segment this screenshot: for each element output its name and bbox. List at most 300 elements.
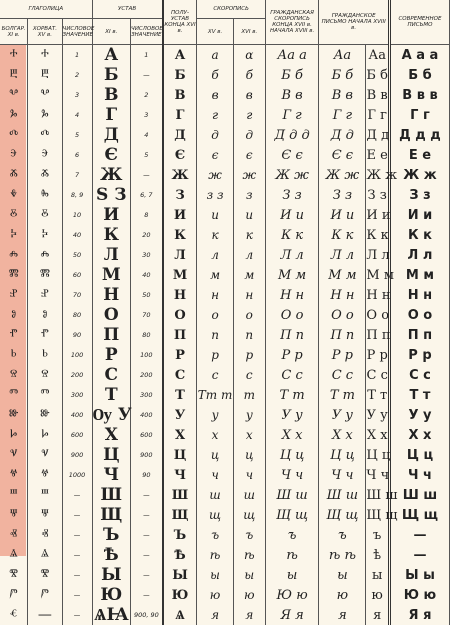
glagolitic-numeric-cell: 3 bbox=[62, 85, 92, 105]
modern-letter-cell: С с bbox=[389, 365, 449, 385]
skoropis-xvi-cell: ъ bbox=[233, 525, 265, 545]
header-modern: СОВРЕМЕННОЕ ПИСЬМО bbox=[389, 0, 449, 45]
poluustav-cell: Б bbox=[163, 65, 197, 85]
glagolitic-croatian-cell: ⱋ bbox=[28, 505, 62, 525]
modern-letter-cell: — bbox=[389, 525, 449, 545]
glagolitic-croatian-cell: ⱍ bbox=[28, 465, 62, 485]
civil-writing-lower-cell: Р р bbox=[366, 345, 390, 365]
glagolitic-bulgarian-cell: ⰿ bbox=[0, 265, 28, 285]
civil-writing-lower-cell: Х х bbox=[366, 425, 390, 445]
glagolitic-bulgarian-cell: ⰱ bbox=[0, 65, 28, 85]
glagolitic-croatian-cell: ⱅ bbox=[28, 385, 62, 405]
civil-cursive-cell: М м bbox=[265, 265, 319, 285]
skoropis-xvi-cell: ш bbox=[233, 485, 265, 505]
skoropis-xv-cell: ш bbox=[197, 485, 233, 505]
modern-letter-cell: Я я bbox=[389, 605, 449, 625]
civil-writing-lower-cell: Ж ж bbox=[366, 165, 390, 185]
table-row bbox=[0, 45, 450, 66]
skoropis-xv-cell: к bbox=[197, 225, 233, 245]
glagolitic-bulgarian-cell: ⰰ bbox=[0, 45, 28, 66]
civil-writing-cell: И и bbox=[319, 205, 366, 225]
civil-cursive-cell: Ю ю bbox=[265, 585, 319, 605]
header-horvat: ХОРВАТ. XV в. bbox=[28, 19, 62, 45]
poluustav-cell: Ѧ bbox=[163, 605, 197, 625]
skoropis-xv-cell: щ bbox=[197, 505, 233, 525]
glagolitic-numeric-cell: 200 bbox=[62, 365, 92, 385]
glagolitic-bulgarian-cell: ⰷ bbox=[0, 185, 28, 205]
skoropis-xvi-cell: з bbox=[233, 185, 265, 205]
modern-letter-cell: Р р bbox=[389, 345, 449, 365]
modern-letter-cell: В в в bbox=[389, 85, 449, 105]
table-row bbox=[0, 605, 450, 625]
civil-writing-cell: Є є bbox=[319, 145, 366, 165]
table-row bbox=[0, 85, 450, 105]
modern-letter-cell: О о bbox=[389, 305, 449, 325]
poluustav-cell: Ю bbox=[163, 585, 197, 605]
civil-writing-lower-cell: Б б bbox=[366, 65, 390, 85]
skoropis-xvi-cell: α bbox=[233, 45, 265, 66]
ustav-numeric-cell: 900, 90 bbox=[131, 605, 163, 625]
civil-writing-lower-cell: Д д bbox=[366, 125, 390, 145]
ustav-numeric-cell: — bbox=[131, 565, 163, 585]
civil-writing-lower-cell: К к bbox=[366, 225, 390, 245]
civil-cursive-cell: С с bbox=[265, 365, 319, 385]
table-row bbox=[0, 565, 450, 585]
ustav-numeric-cell: — bbox=[131, 165, 163, 185]
ustav-letter-cell: И bbox=[92, 205, 131, 225]
glagolitic-croatian-cell: ⰺ bbox=[28, 565, 62, 585]
table-row bbox=[0, 305, 450, 325]
skoropis-xv-cell: м bbox=[197, 265, 233, 285]
modern-letter-cell: Ш ш bbox=[389, 485, 449, 505]
civil-cursive-cell: Ч ч bbox=[265, 465, 319, 485]
skoropis-xv-cell: ч bbox=[197, 465, 233, 485]
glagolitic-numeric-cell: — bbox=[62, 485, 92, 505]
modern-letter-cell: У у bbox=[389, 405, 449, 425]
glagolitic-numeric-cell: 600 bbox=[62, 425, 92, 445]
glagolitic-numeric-cell: 5 bbox=[62, 125, 92, 145]
civil-writing-lower-cell: О о bbox=[366, 305, 390, 325]
skoropis-xvi-cell: б bbox=[233, 65, 265, 85]
civil-cursive-cell: ъ bbox=[265, 525, 319, 545]
ustav-letter-cell: С bbox=[92, 365, 131, 385]
skoropis-xv-cell: ю bbox=[197, 585, 233, 605]
skoropis-xvi-cell: к bbox=[233, 225, 265, 245]
poluustav-cell: Ж bbox=[163, 165, 197, 185]
glagolitic-bulgarian-cell: ⰵ bbox=[0, 145, 28, 165]
ustav-letter-cell: Ж bbox=[92, 165, 131, 185]
table-row bbox=[0, 285, 450, 305]
civil-cursive-cell: Р р bbox=[265, 345, 319, 365]
skoropis-xv-cell: в bbox=[197, 85, 233, 105]
table-row bbox=[0, 505, 450, 525]
ustav-numeric-cell: 80 bbox=[131, 325, 163, 345]
civil-writing-cell: Щ щ bbox=[319, 505, 366, 525]
ustav-letter-cell: В bbox=[92, 85, 131, 105]
poluustav-cell: А bbox=[163, 45, 197, 66]
modern-letter-cell: Б б bbox=[389, 65, 449, 85]
glagolitic-bulgarian-cell: ⱑ bbox=[0, 545, 28, 565]
header-skor-xv: XV в. bbox=[197, 19, 233, 45]
poluustav-cell: И bbox=[163, 205, 197, 225]
civil-writing-cell: Г г bbox=[319, 105, 366, 125]
civil-writing-lower-cell: я bbox=[366, 605, 390, 625]
poluustav-cell: Ц bbox=[163, 445, 197, 465]
civil-writing-cell: Б б bbox=[319, 65, 366, 85]
civil-writing-lower-cell: И и bbox=[366, 205, 390, 225]
skoropis-xv-cell: ц bbox=[197, 445, 233, 465]
civil-cursive-cell: Т т bbox=[265, 385, 319, 405]
ustav-numeric-cell: — bbox=[131, 65, 163, 85]
skoropis-xvi-cell: ц bbox=[233, 445, 265, 465]
glagolitic-numeric-cell: 900 bbox=[62, 445, 92, 465]
ustav-letter-cell: Ы bbox=[92, 565, 131, 585]
civil-cursive-cell: Є є bbox=[265, 145, 319, 165]
civil-cursive-cell: Х х bbox=[265, 425, 319, 445]
poluustav-cell: Т bbox=[163, 385, 197, 405]
ustav-numeric-cell: 70 bbox=[131, 305, 163, 325]
civil-writing-lower-cell: ы bbox=[366, 565, 390, 585]
ustav-letter-cell: Р bbox=[92, 345, 131, 365]
skoropis-xvi-cell: ы bbox=[233, 565, 265, 585]
civil-writing-lower-cell: Н н bbox=[366, 285, 390, 305]
civil-writing-cell: Ж ж bbox=[319, 165, 366, 185]
ustav-numeric-cell: 600 bbox=[131, 425, 163, 445]
ustav-letter-cell: Д bbox=[92, 125, 131, 145]
civil-writing-cell: Р р bbox=[319, 345, 366, 365]
table-row bbox=[0, 545, 450, 565]
civil-writing-cell: Ц ц bbox=[319, 445, 366, 465]
poluustav-cell: Щ bbox=[163, 505, 197, 525]
skoropis-xvi-cell: л bbox=[233, 245, 265, 265]
glagolitic-numeric-cell: 10 bbox=[62, 205, 92, 225]
skoropis-xv-cell: а bbox=[197, 45, 233, 66]
civil-writing-cell: У у bbox=[319, 405, 366, 425]
skoropis-xvi-cell: щ bbox=[233, 505, 265, 525]
poluustav-cell: Ш bbox=[163, 485, 197, 505]
skoropis-xv-cell: и bbox=[197, 205, 233, 225]
skoropis-xv-cell: ѣ bbox=[197, 545, 233, 565]
poluustav-cell: В bbox=[163, 85, 197, 105]
table-row bbox=[0, 465, 450, 485]
modern-letter-cell: Ж ж bbox=[389, 165, 449, 185]
civil-cursive-cell: ы bbox=[265, 565, 319, 585]
poluustav-cell: Ъ bbox=[163, 525, 197, 545]
glagolitic-numeric-cell: 40 bbox=[62, 225, 92, 245]
modern-letter-cell: Ы ы bbox=[389, 565, 449, 585]
ustav-letter-cell: Ъ bbox=[92, 525, 131, 545]
skoropis-xvi-cell: н bbox=[233, 285, 265, 305]
ustav-letter-cell: Ч bbox=[92, 465, 131, 485]
civil-writing-cell: ѣ ѣ bbox=[319, 545, 366, 565]
poluustav-cell: Р bbox=[163, 345, 197, 365]
glagolitic-numeric-cell: 50 bbox=[62, 245, 92, 265]
civil-writing-lower-cell: Е е bbox=[366, 145, 390, 165]
glagolitic-bulgarian-cell: ⱔ bbox=[0, 605, 28, 625]
glagolitic-croatian-cell: ⰲ bbox=[28, 85, 62, 105]
header-grazh-pismo: ГРАЖДАНСКОЕ ПИСЬМО НАЧАЛА XVIII в. bbox=[319, 0, 390, 45]
civil-writing-lower-cell: Ч ч bbox=[366, 465, 390, 485]
poluustav-cell: Д bbox=[163, 125, 197, 145]
skoropis-xvi-cell: ж bbox=[233, 165, 265, 185]
ustav-numeric-cell: — bbox=[131, 525, 163, 545]
civil-cursive-cell: О о bbox=[265, 305, 319, 325]
skoropis-xvi-cell: ю bbox=[233, 585, 265, 605]
glagolitic-numeric-cell: 100 bbox=[62, 345, 92, 365]
ustav-letter-cell: Х bbox=[92, 425, 131, 445]
skoropis-xvi-cell: м bbox=[233, 265, 265, 285]
glagolitic-numeric-cell: 70 bbox=[62, 285, 92, 305]
glagolitic-croatian-cell: ⱌ bbox=[28, 445, 62, 465]
ustav-letter-cell: Г bbox=[92, 105, 131, 125]
glagolitic-croatian-cell: ⱎ bbox=[28, 485, 62, 505]
glagolitic-croatian-cell: ⱏ bbox=[28, 525, 62, 545]
civil-writing-lower-cell: ъ bbox=[366, 525, 390, 545]
skoropis-xvi-cell: т bbox=[233, 385, 265, 405]
skoropis-xvi-cell: х bbox=[233, 425, 265, 445]
glagolitic-bulgarian-cell: ⱆ bbox=[0, 405, 28, 425]
glagolitic-bulgarian-cell: ⰽ bbox=[0, 225, 28, 245]
glagolitic-croatian-cell: ⱑ bbox=[28, 545, 62, 565]
glagolitic-croatian-cell: ⰶ bbox=[28, 165, 62, 185]
glagolitic-numeric-cell: 300 bbox=[62, 385, 92, 405]
civil-writing-lower-cell: Аа bbox=[366, 45, 390, 66]
ustav-numeric-cell: — bbox=[131, 485, 163, 505]
modern-letter-cell: Г г bbox=[389, 105, 449, 125]
modern-letter-cell: Ц ц bbox=[389, 445, 449, 465]
ustav-letter-cell: Ц bbox=[92, 445, 131, 465]
modern-letter-cell: Д д д bbox=[389, 125, 449, 145]
glagolitic-croatian-cell: ⰴ bbox=[28, 125, 62, 145]
modern-letter-cell: Ю ю bbox=[389, 585, 449, 605]
modern-letter-cell: Н н bbox=[389, 285, 449, 305]
skoropis-xvi-cell: ѣ bbox=[233, 545, 265, 565]
ustav-letter-cell: Т bbox=[92, 385, 131, 405]
ustav-numeric-cell: 300 bbox=[131, 385, 163, 405]
skoropis-xv-cell: б bbox=[197, 65, 233, 85]
ustav-letter-cell: Щ bbox=[92, 505, 131, 525]
glagolitic-croatian-cell: ⱈ bbox=[28, 425, 62, 445]
ustav-numeric-cell: 400 bbox=[131, 405, 163, 425]
skoropis-xv-cell: у bbox=[197, 405, 233, 425]
ustav-letter-cell: П bbox=[92, 325, 131, 345]
ustav-numeric-cell: 100 bbox=[131, 345, 163, 365]
skoropis-xv-cell: х bbox=[197, 425, 233, 445]
table-row bbox=[0, 245, 450, 265]
skoropis-xv-cell: р bbox=[197, 345, 233, 365]
skoropis-xv-cell: о bbox=[197, 305, 233, 325]
poluustav-cell: К bbox=[163, 225, 197, 245]
skoropis-xv-cell: л bbox=[197, 245, 233, 265]
glagolitic-croatian-cell: ⰰ bbox=[28, 45, 62, 66]
ustav-letter-cell: А bbox=[92, 45, 131, 66]
skoropis-xv-cell: я bbox=[197, 605, 233, 625]
civil-writing-cell: Аа bbox=[319, 45, 366, 66]
ustav-numeric-cell: 900 bbox=[131, 445, 163, 465]
glagolitic-croatian-cell: ⱃ bbox=[28, 345, 62, 365]
table-row bbox=[0, 325, 450, 345]
civil-cursive-cell: П п bbox=[265, 325, 319, 345]
glagolitic-bulgarian-cell: ⱁ bbox=[0, 305, 28, 325]
glagolitic-bulgarian-cell: ⱃ bbox=[0, 345, 28, 365]
poluustav-cell: Н bbox=[163, 285, 197, 305]
glagolitic-numeric-cell: — bbox=[62, 545, 92, 565]
glagolitic-croatian-cell: ⱆ bbox=[28, 405, 62, 425]
ustav-numeric-cell: 200 bbox=[131, 365, 163, 385]
civil-writing-lower-cell: Ш ш bbox=[366, 485, 390, 505]
glagolitic-bulgarian-cell: ⱋ bbox=[0, 505, 28, 525]
civil-writing-lower-cell: П п bbox=[366, 325, 390, 345]
glagolitic-numeric-cell: 7 bbox=[62, 165, 92, 185]
header-glagolitsa: ГЛАГОЛИЦА bbox=[0, 0, 92, 19]
skoropis-xv-cell: г bbox=[197, 105, 233, 125]
civil-cursive-cell: И и bbox=[265, 205, 319, 225]
civil-cursive-cell: Ж ж bbox=[265, 165, 319, 185]
civil-writing-cell: М м bbox=[319, 265, 366, 285]
table-row bbox=[0, 425, 450, 445]
civil-cursive-cell: Я я bbox=[265, 605, 319, 625]
glagolitic-bulgarian-cell: ⱀ bbox=[0, 285, 28, 305]
skoropis-xvi-cell: у bbox=[233, 405, 265, 425]
civil-writing-lower-cell: ю bbox=[366, 585, 390, 605]
glagolitic-bulgarian-cell: ⰲ bbox=[0, 85, 28, 105]
poluustav-cell: Є bbox=[163, 145, 197, 165]
table-row bbox=[0, 525, 450, 545]
ustav-letter-cell: Ѹ У bbox=[92, 405, 131, 425]
table-row bbox=[0, 105, 450, 125]
glagolitic-croatian-cell: — bbox=[28, 605, 62, 625]
glagolitic-numeric-cell: 1000 bbox=[62, 465, 92, 485]
civil-writing-cell: Д д bbox=[319, 125, 366, 145]
poluustav-cell: Ч bbox=[163, 465, 197, 485]
header-skor-xvi: XVI в. bbox=[233, 19, 265, 45]
modern-letter-cell: А а а bbox=[389, 45, 449, 66]
ustav-letter-cell: Ѣ bbox=[92, 545, 131, 565]
glagolitic-croatian-cell: ⰱ bbox=[28, 65, 62, 85]
civil-writing-lower-cell: ѣ bbox=[366, 545, 390, 565]
glagolitic-bulgarian-cell: ⱄ bbox=[0, 365, 28, 385]
civil-cursive-cell: ѣ bbox=[265, 545, 319, 565]
civil-writing-lower-cell: М м bbox=[366, 265, 390, 285]
civil-writing-cell: О о bbox=[319, 305, 366, 325]
glagolitic-numeric-cell: 1 bbox=[62, 45, 92, 66]
table-row bbox=[0, 405, 450, 425]
skoropis-xvi-cell: ч bbox=[233, 465, 265, 485]
header-num-ustav: ЧИСЛОВОЕ ЗНАЧЕНИЕ bbox=[131, 19, 163, 45]
poluustav-cell: Ы bbox=[163, 565, 197, 585]
poluustav-cell: С bbox=[163, 365, 197, 385]
civil-writing-cell: Н н bbox=[319, 285, 366, 305]
header-skoropis: СКОРОПИСЬ bbox=[197, 0, 265, 19]
ustav-numeric-cell: 6, 7 bbox=[131, 185, 163, 205]
glagolitic-numeric-cell: 6 bbox=[62, 145, 92, 165]
civil-writing-cell: В в bbox=[319, 85, 366, 105]
ustav-letter-cell: Ш bbox=[92, 485, 131, 505]
civil-cursive-cell: Щ щ bbox=[265, 505, 319, 525]
table-row bbox=[0, 205, 450, 225]
civil-writing-cell: я bbox=[319, 605, 366, 625]
skoropis-xv-cell: ъ bbox=[197, 525, 233, 545]
modern-letter-cell: Ч ч bbox=[389, 465, 449, 485]
civil-writing-cell: П п bbox=[319, 325, 366, 345]
table-row bbox=[0, 485, 450, 505]
glagolitic-croatian-cell: ⰽ bbox=[28, 225, 62, 245]
table-row bbox=[0, 265, 450, 285]
modern-letter-cell: К к bbox=[389, 225, 449, 245]
glagolitic-bulgarian-cell: ⱍ bbox=[0, 465, 28, 485]
poluustav-cell: Л bbox=[163, 245, 197, 265]
ustav-letter-cell: ѦꙖ bbox=[92, 605, 131, 625]
poluustav-cell: Х bbox=[163, 425, 197, 445]
glagolitic-bulgarian-cell: ⱏ bbox=[0, 525, 28, 545]
ustav-numeric-cell: — bbox=[131, 585, 163, 605]
table-row bbox=[0, 225, 450, 245]
table-row bbox=[0, 585, 450, 605]
poluustav-cell: П bbox=[163, 325, 197, 345]
civil-writing-cell: К к bbox=[319, 225, 366, 245]
header-poluustav: ПОЛУ-УСТАВ КОНЦА XVI в. bbox=[163, 0, 197, 45]
ustav-letter-cell: О bbox=[92, 305, 131, 325]
modern-letter-cell: Е е bbox=[389, 145, 449, 165]
skoropis-xvi-cell: и bbox=[233, 205, 265, 225]
civil-cursive-cell: З з bbox=[265, 185, 319, 205]
skoropis-xv-cell: п bbox=[197, 325, 233, 345]
glagolitic-bulgarian-cell: ⰾ bbox=[0, 245, 28, 265]
glagolitic-numeric-cell: — bbox=[62, 585, 92, 605]
civil-cursive-cell: В в bbox=[265, 85, 319, 105]
civil-writing-cell: З з bbox=[319, 185, 366, 205]
civil-cursive-cell: Ш ш bbox=[265, 485, 319, 505]
civil-writing-cell: Х х bbox=[319, 425, 366, 445]
skoropis-xvi-cell: с bbox=[233, 365, 265, 385]
glagolitic-croatian-cell: ⱂ bbox=[28, 325, 62, 345]
glagolitic-croatian-cell: ⰸ bbox=[28, 185, 62, 205]
skoropis-xvi-cell: є bbox=[233, 145, 265, 165]
ustav-numeric-cell: 2 bbox=[131, 85, 163, 105]
skoropis-xvi-cell: я bbox=[233, 605, 265, 625]
civil-writing-cell: ы bbox=[319, 565, 366, 585]
ustav-numeric-cell: 1 bbox=[131, 45, 163, 66]
ustav-numeric-cell: — bbox=[131, 545, 163, 565]
glagolitic-croatian-cell: ⰿ bbox=[28, 265, 62, 285]
civil-writing-lower-cell: У у bbox=[366, 405, 390, 425]
modern-letter-cell: И и bbox=[389, 205, 449, 225]
table-row bbox=[0, 365, 450, 385]
table-row bbox=[0, 385, 450, 405]
ustav-letter-cell: Ѕ З bbox=[92, 185, 131, 205]
modern-letter-cell: П п bbox=[389, 325, 449, 345]
ustav-letter-cell: Є bbox=[92, 145, 131, 165]
civil-writing-cell: ъ bbox=[319, 525, 366, 545]
modern-letter-cell: З з bbox=[389, 185, 449, 205]
table-row bbox=[0, 125, 450, 145]
table-row bbox=[0, 445, 450, 465]
glagolitic-numeric-cell: 80 bbox=[62, 305, 92, 325]
glagolitic-bulgarian-cell: ⱎ bbox=[0, 485, 28, 505]
glagolitic-bulgarian-cell: ⱓ bbox=[0, 585, 28, 605]
glagolitic-bulgarian-cell: ⱅ bbox=[0, 385, 28, 405]
poluustav-cell: У bbox=[163, 405, 197, 425]
skoropis-xvi-cell: г bbox=[233, 105, 265, 125]
glagolitic-croatian-cell: ⰾ bbox=[28, 245, 62, 265]
glagolitic-bulgarian-cell: ⱌ bbox=[0, 445, 28, 465]
ustav-numeric-cell: 50 bbox=[131, 285, 163, 305]
ustav-numeric-cell: 30 bbox=[131, 245, 163, 265]
header-ustav-xi: XI в. bbox=[92, 19, 131, 45]
skoropis-xvi-cell: в bbox=[233, 85, 265, 105]
table-row bbox=[0, 65, 450, 85]
poluustav-cell: М bbox=[163, 265, 197, 285]
